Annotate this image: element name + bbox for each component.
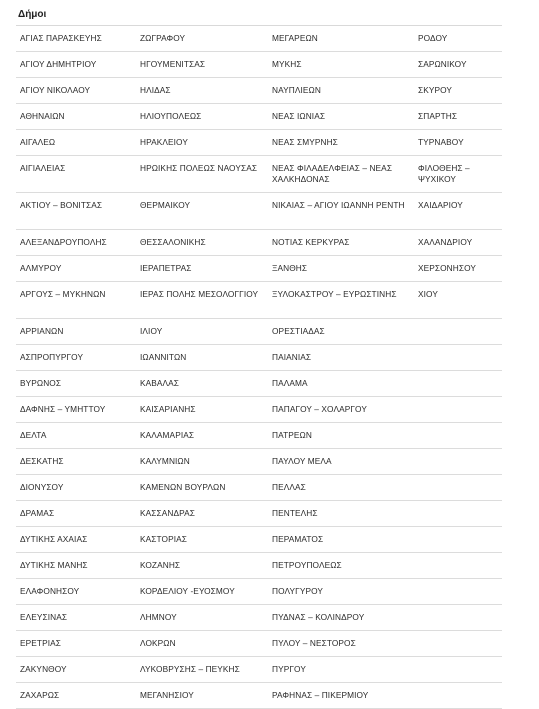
- table-cell: ΠΕΡΑΜΑΤΟΣ: [272, 534, 324, 544]
- table-cell: ΙΕΡΑΣ ΠΟΛΗΣ ΜΕΣΟΛΟΓΓΙΟΥ: [140, 289, 259, 299]
- table-cell: [414, 449, 502, 475]
- table-cell: ΣΑΡΩΝΙΚΟΥ: [418, 59, 467, 69]
- table-cell: ΛΗΜΝΟΥ: [140, 612, 177, 622]
- table-cell: ΠΟΛΥΓΥΡΟΥ: [272, 586, 324, 596]
- table-row: [16, 449, 502, 475]
- table-cell: ΠΕΤΡΟΥΠΟΛΕΩΣ: [272, 560, 342, 570]
- table-cell: ΑΛΜΥΡΟΥ: [20, 263, 62, 273]
- table-cell: ΙΛΙΟΥ: [140, 326, 163, 336]
- table-cell: ΧΙΟΥ: [418, 289, 438, 299]
- table-cell: ΑΡΡΙΑΝΩΝ: [20, 326, 64, 336]
- table-cell: [414, 683, 502, 709]
- table-cell: [414, 527, 502, 553]
- table-cell: ΛΟΚΡΩΝ: [140, 638, 176, 648]
- table-cell: ΔΡΑΜΑΣ: [20, 508, 55, 518]
- table-row: [16, 397, 502, 423]
- table-cell: ΡΑΦΗΝΑΣ – ΠΙΚΕΡΜΙΟΥ: [272, 690, 369, 700]
- table-row: [16, 26, 502, 52]
- table-cell: ΝΕΑΣ ΦΙΛΑΔΕΛΦΕΙΑΣ – ΝΕΑΣ ΧΑΛΚΗΔΟΝΑΣ: [272, 163, 393, 184]
- table-cell: ΔΥΤΙΚΗΣ ΑΧΑΙΑΣ: [20, 534, 88, 544]
- table-row: [16, 193, 502, 230]
- table-heading: Δήμοι: [16, 8, 502, 26]
- table-cell: ΧΕΡΣΟΝΗΣΟΥ: [418, 263, 477, 273]
- table-cell: ΜΥΚΗΣ: [272, 59, 302, 69]
- table-cell: ΑΚΤΙΟΥ – ΒΟΝΙΤΣΑΣ: [20, 200, 103, 210]
- table-body: [16, 26, 502, 709]
- municipalities-table: [16, 26, 502, 709]
- table-cell: ΔΙΟΝΥΣΟΥ: [20, 482, 64, 492]
- table-row: [16, 78, 502, 104]
- table-cell: ΝΟΤΙΑΣ ΚΕΡΚΥΡΑΣ: [272, 237, 350, 247]
- table-row: [16, 104, 502, 130]
- table-cell: ΠΥΔΝΑΣ – ΚΟΛΙΝΔΡΟΥ: [272, 612, 365, 622]
- table-cell: ΧΑΙΔΑΡΙΟΥ: [418, 200, 463, 210]
- table-cell: ΗΡΩΙΚΗΣ ΠΟΛΕΩΣ ΝΑΟΥΣΑΣ: [140, 163, 258, 173]
- table-cell: ΝΙΚΑΙΑΣ – ΑΓΙΟΥ ΙΩΑΝΝΗ ΡΕΝΤΗ: [272, 200, 405, 210]
- table-row: [16, 553, 502, 579]
- table-cell: ΕΛΕΥΣΙΝΑΣ: [20, 612, 68, 622]
- table-cell: ΘΕΡΜΑΙΚΟΥ: [140, 200, 191, 210]
- table-cell: ΔΑΦΝΗΣ – ΥΜΗΤΤΟΥ: [20, 404, 106, 414]
- table-cell: ΚΑΛΥΜΝΙΩΝ: [140, 456, 190, 466]
- table-cell: ΖΩΓΡΑΦΟΥ: [140, 33, 186, 43]
- table-cell: ΑΙΓΑΛΕΩ: [20, 137, 56, 147]
- table-cell: ΞΑΝΘΗΣ: [272, 263, 308, 273]
- table-cell: ΗΛΙΟΥΠΟΛΕΩΣ: [140, 111, 202, 121]
- table-cell: ΚΑΣΣΑΝΔΡΑΣ: [140, 508, 195, 518]
- table-cell: ΜΕΓΑΡΕΩΝ: [272, 33, 318, 43]
- table-row: [16, 156, 502, 193]
- table-cell: ΜΕΓΑΝΗΣΙΟΥ: [140, 690, 194, 700]
- table-cell: ΤΥΡΝΑΒΟΥ: [418, 137, 464, 147]
- table-cell: ΞΥΛΟΚΑΣΤΡΟΥ – ΕΥΡΩΣΤΙΝΗΣ: [272, 289, 397, 299]
- table-cell: ΔΕΛΤΑ: [20, 430, 47, 440]
- table-cell: ΝΑΥΠΛΙΕΩΝ: [272, 85, 321, 95]
- table-row: [16, 605, 502, 631]
- table-cell: ΔΥΤΙΚΗΣ ΜΑΝΗΣ: [20, 560, 88, 570]
- table-row: [16, 282, 502, 319]
- table-cell: [414, 423, 502, 449]
- table-row: [16, 475, 502, 501]
- table-cell: ΠΥΡΓΟΥ: [272, 664, 306, 674]
- table-cell: [414, 605, 502, 631]
- table-row: [16, 631, 502, 657]
- table-cell: ΑΙΓΙΑΛΕΙΑΣ: [20, 163, 66, 173]
- table-cell: ΗΡΑΚΛΕΙΟΥ: [140, 137, 188, 147]
- table-cell: ΑΓΙΑΣ ΠΑΡΑΣΚΕΥΗΣ: [20, 33, 102, 43]
- table-cell: ΚΑΛΑΜΑΡΙΑΣ: [140, 430, 195, 440]
- table-cell: ΠΥΛΟΥ – ΝΕΣΤΟΡΟΣ: [272, 638, 356, 648]
- table-cell: ΑΓΙΟΥ ΝΙΚΟΛΑΟΥ: [20, 85, 91, 95]
- table-cell: ΧΑΛΑΝΔΡΙΟΥ: [418, 237, 473, 247]
- table-cell: ΠΑΥΛΟΥ ΜΕΛΑ: [272, 456, 332, 466]
- table-cell: ΗΓΟΥΜΕΝΙΤΣΑΣ: [140, 59, 206, 69]
- table-cell: ΠΑΤΡΕΩΝ: [272, 430, 312, 440]
- table-cell: ΣΚΥΡΟΥ: [418, 85, 453, 95]
- table-cell: ΦΙΛΟΘΕΗΣ – ΨΥΧΙΚΟΥ: [418, 163, 470, 184]
- table-cell: [414, 657, 502, 683]
- table-cell: ΠΑΙΑΝΙΑΣ: [272, 352, 312, 362]
- table-row: [16, 527, 502, 553]
- table-row: [16, 130, 502, 156]
- table-cell: ΔΕΣΚΑΤΗΣ: [20, 456, 64, 466]
- table-cell: ΕΡΕΤΡΙΑΣ: [20, 638, 61, 648]
- table-row: [16, 345, 502, 371]
- table-row: [16, 319, 502, 345]
- table-row: [16, 230, 502, 256]
- table-row: [16, 52, 502, 78]
- table-cell: [414, 579, 502, 605]
- table-cell: ΝΕΑΣ ΙΩΝΙΑΣ: [272, 111, 326, 121]
- table-cell: ΛΥΚΟΒΡΥΣΗΣ – ΠΕΥΚΗΣ: [140, 664, 240, 674]
- table-cell: [414, 345, 502, 371]
- table-cell: ΚΑΣΤΟΡΙΑΣ: [140, 534, 187, 544]
- table-cell: ΠΕΛΛΑΣ: [272, 482, 306, 492]
- table-cell: ΡΟΔΟΥ: [418, 33, 448, 43]
- table-row: [16, 423, 502, 449]
- table-cell: [414, 397, 502, 423]
- table-cell: ΝΕΑΣ ΣΜΥΡΝΗΣ: [272, 137, 338, 147]
- table-row: [16, 683, 502, 709]
- table-cell: ΚΟΖΑΝΗΣ: [140, 560, 181, 570]
- table-cell: ΗΛΙΔΑΣ: [140, 85, 171, 95]
- table-cell: ΘΕΣΣΑΛΟΝΙΚΗΣ: [140, 237, 206, 247]
- table-cell: ΠΕΝΤΕΛΗΣ: [272, 508, 318, 518]
- table-row: [16, 657, 502, 683]
- table-row: [16, 501, 502, 527]
- table-cell: ΚΑΙΣΑΡΙΑΝΗΣ: [140, 404, 196, 414]
- table-cell: [414, 475, 502, 501]
- table-cell: ΑΡΓΟΥΣ – ΜΥΚΗΝΩΝ: [20, 289, 106, 299]
- table-cell: [414, 501, 502, 527]
- table-cell: ΙΩΑΝΝΙΤΩΝ: [140, 352, 187, 362]
- table-cell: [414, 553, 502, 579]
- table-cell: ΑΣΠΡΟΠΥΡΓΟΥ: [20, 352, 84, 362]
- table-cell: [414, 371, 502, 397]
- table-row: [16, 256, 502, 282]
- table-cell: ΑΓΙΟΥ ΔΗΜΗΤΡΙΟΥ: [20, 59, 97, 69]
- table-cell: [414, 631, 502, 657]
- table-cell: ΠΑΛΑΜΑ: [272, 378, 308, 388]
- table-cell: ΑΘΗΝΑΙΩΝ: [20, 111, 65, 121]
- table-cell: ΖΑΧΑΡΩΣ: [20, 690, 60, 700]
- table-cell: ΚΑΜΕΝΩΝ ΒΟΥΡΛΩΝ: [140, 482, 226, 492]
- table-cell: ΚΟΡΔΕΛΙΟΥ -ΕΥΟΣΜΟΥ: [140, 586, 235, 596]
- table-cell: ΑΛΕΞΑΝΔΡΟΥΠΟΛΗΣ: [20, 237, 107, 247]
- table-cell: [414, 319, 502, 345]
- table-cell: ΣΠΑΡΤΗΣ: [418, 111, 458, 121]
- table-cell: ΟΡΕΣΤΙΑΔΑΣ: [272, 326, 325, 336]
- table-cell: ΚΑΒΑΛΑΣ: [140, 378, 180, 388]
- table-row: [16, 579, 502, 605]
- table-cell: ΠΑΠΑΓΟΥ – ΧΟΛΑΡΓΟΥ: [272, 404, 367, 414]
- table-cell: ΕΛΑΦΟΝΗΣΟΥ: [20, 586, 80, 596]
- table-cell: ΖΑΚΥΝΘΟΥ: [20, 664, 67, 674]
- table-row: [16, 371, 502, 397]
- table-cell: ΒΥΡΩΝΟΣ: [20, 378, 62, 388]
- table-cell: ΙΕΡΑΠΕΤΡΑΣ: [140, 263, 192, 273]
